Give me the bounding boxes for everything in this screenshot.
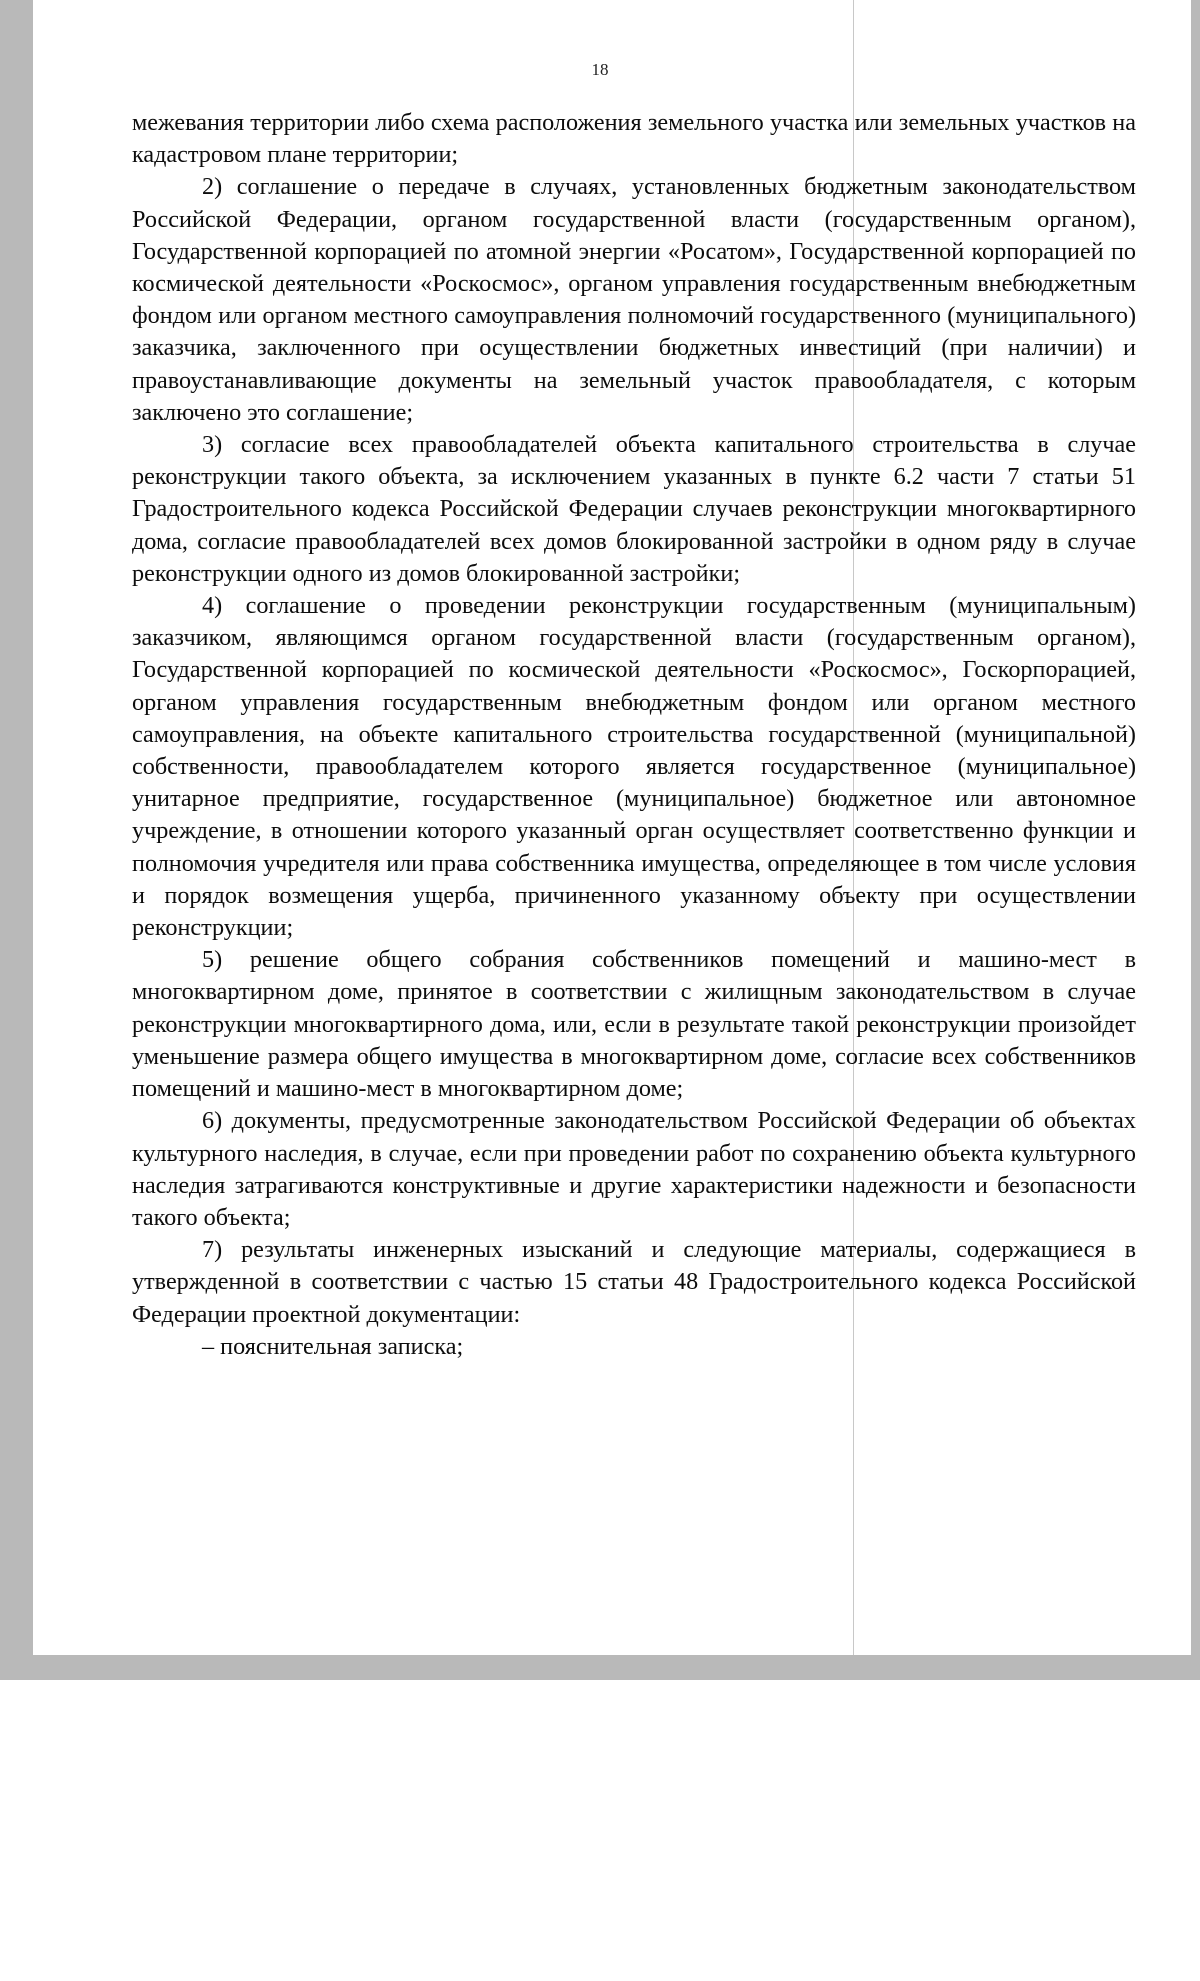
paragraph-list-dash: – пояснительная записка; <box>202 1332 464 1360</box>
page-number: 18 <box>591 60 609 79</box>
paragraph-item-7: 7) результаты инженерных изысканий и следующие материалы, содержащиеся в утвержденной в соответствии с частью 15 статьи 48 Градостроительного кодекса Российской Федерации проектной документации: <box>132 1236 1136 1328</box>
paragraph-continuation: межевания территории либо схема расположения земельного участка или земельных участков на кадастровом плане территории; <box>132 109 1136 169</box>
paragraph-item-6: 6) документы, предусмотренные законодательством Российской Федерации об объектах культурного наследия, в случае, если при проведении работ по сохранению объекта культурного наследия затрагиваются конструктивные и другие характеристики надежности и безопасности такого объекта; <box>132 1107 1136 1231</box>
paragraph-item-3: 3) согласие всех правообладателей объекта капитального строительства в случае реконструкции такого объекта, за исключением указанных в пункте 6.2 части 7 статьи 51 Градостроительного кодекса Российской Федерации случаев реконструкции многоквартирного дома, согласие правообладателей всех домов блокированной застройки в одном ряду в случае реконструкции одного из домов блокированной застройки; <box>132 431 1136 587</box>
document-text <box>132 107 1136 1363</box>
paragraph-item-5: 5) решение общего собрания собственников помещений и машино-мест в многоквартирном доме, принятое в соответствии с жилищным законодательством в случае реконструкции многоквартирного дома, или, если в результате такой реконструкции произойдет уменьшение размера общего имущества в многоквартирном доме, согласие всех собственников помещений и машино-мест в многоквартирном доме; <box>132 946 1136 1103</box>
paragraph-item-2: 2) соглашение о передаче в случаях, установленных бюджетным законодательством Российской Федерации, органом государственной власти (государственным органом), Государственной корпорацией по атомной энергии «Росатом», Государственной корпорацией по космической деятельности «Роскосмос», органом управления государственным внебюджетным фондом или органом местного самоуправления полномочий государственного (муниципального) заказчика, заключенного при осуществлении бюджетных инвестиций (при наличии) и правоустанавливающие документы на земельный участок правообладателя, с которым заключено это соглашение; <box>132 173 1136 426</box>
paragraph-item-4: 4) соглашение о проведении реконструкции государственным (муниципальным) заказчиком, являющимся органом государственной власти (государственным органом), Государственной корпорацией по космической деятельности «Роскосмос», Госкорпорацией, органом управления государственным внебюджетным фондом или органом местного самоуправления, на объекте капитального строительства государственной (муниципальной) собственности, правообладателем которого является государственное (муниципальное) унитарное предприятие, государственное (муниципальное) бюджетное или автономное учреждение, в отношении которого указанный орган осуществляет соответственно функции и полномочия учредителя или права собственника имущества, определяющее в том числе условия и порядок возмещения ущерба, причиненного указанному объекту при осуществлении реконструкции; <box>132 592 1136 942</box>
